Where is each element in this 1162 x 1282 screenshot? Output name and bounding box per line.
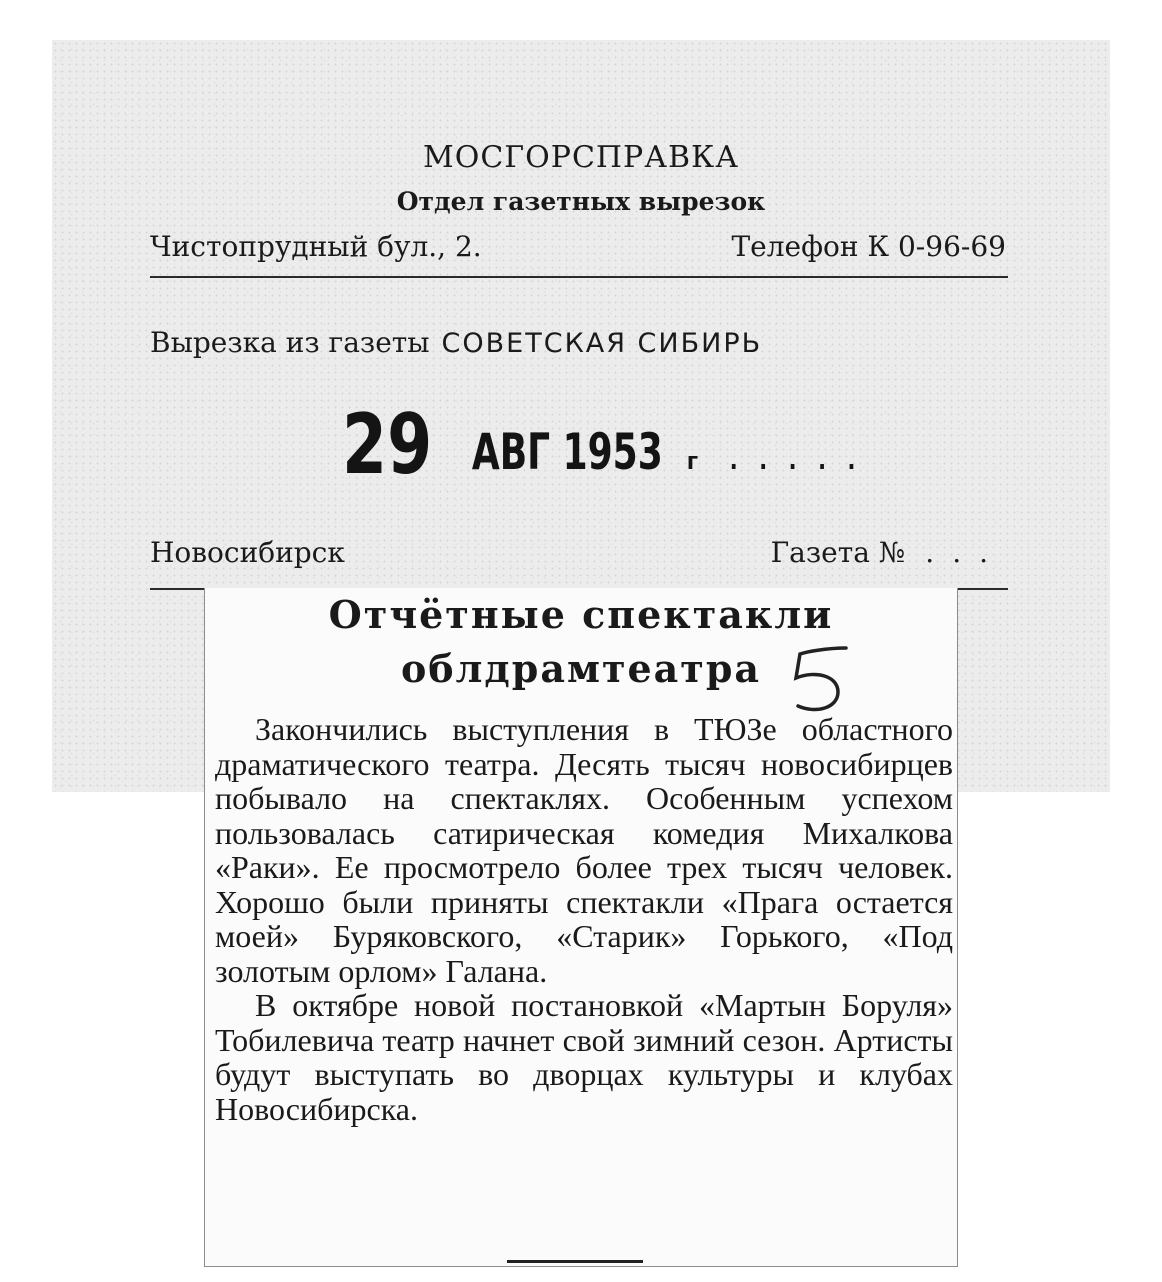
- source-line: [150, 326, 762, 359]
- article-body: [215, 712, 953, 1126]
- headline-line-2: облдрамтеатра: [400, 646, 762, 691]
- stamp-month-year: АВГ 1953: [472, 423, 663, 481]
- stamp-day: 29: [342, 395, 433, 493]
- issue-label: Газета №: [770, 536, 906, 569]
- stamp-dots: .....: [728, 433, 876, 479]
- stamp-suffix: г: [686, 447, 699, 475]
- bureau-address: Чистопрудный бул., 2.: [150, 230, 482, 263]
- article-paragraph: Закончились выступления в ТЮЗе областного драматического театра. Десять тысяч новосибирцев побывало на спектаклях. Особенным успехом пользовалась сатирическая комедия Михалкова «Раки». Ее просмотрело более трех тысяч человек. Хорошо были приняты спектакли «Прага остается моей» Буряковского, «Старик» Горького, «Под золотым орлом» Галана.: [215, 711, 953, 989]
- bureau-name: МОСГОРСПРАВКА: [423, 140, 739, 175]
- date-stamp: [342, 395, 876, 493]
- headline-line-1: Отчётные спектакли: [328, 592, 834, 637]
- header-divider: [150, 276, 1008, 278]
- issue-number: [771, 536, 1006, 569]
- newspaper-name: СОВЕТСКАЯ СИБИРЬ: [441, 328, 763, 359]
- handwritten-number-mark: [786, 640, 856, 720]
- bureau-phone: Телефон К 0-96-69: [731, 230, 1006, 263]
- article-end-rule: [507, 1260, 643, 1263]
- issue-value: ...: [925, 536, 1006, 569]
- department-name: Отдел газетных вырезок: [396, 187, 766, 216]
- source-label: Вырезка из газеты: [150, 326, 430, 359]
- article-paragraph: В октябре новой постановкой «Мартын Боруля» Тобилевича театр начнет свой зимний сезон. Артисты будут выступать во дворцах культуры и клубах Новосибирска.: [215, 987, 953, 1127]
- city-name: Новосибирск: [150, 536, 345, 569]
